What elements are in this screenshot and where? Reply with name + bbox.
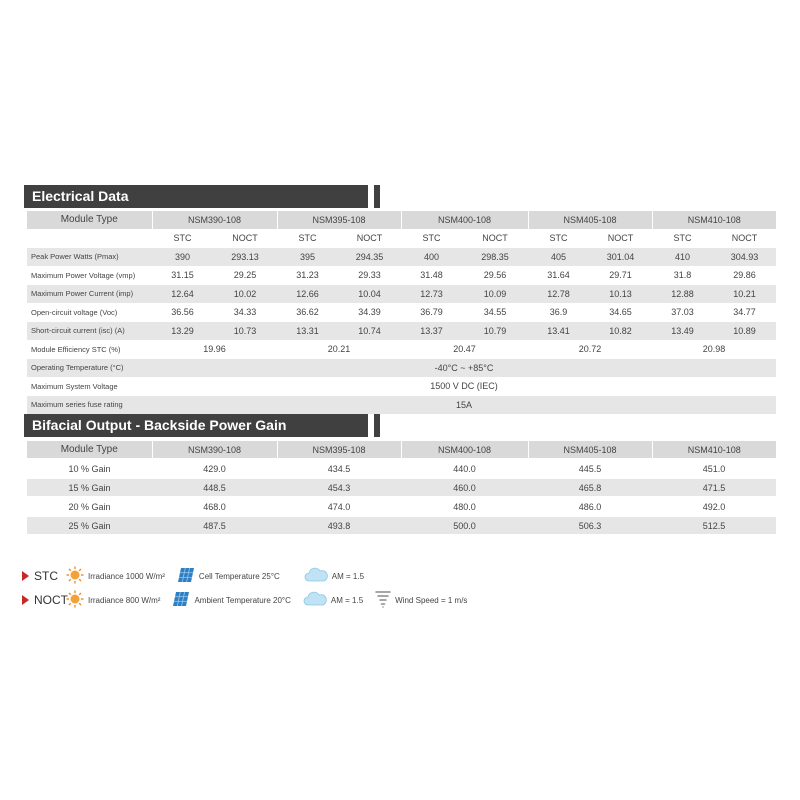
cell: 493.8 <box>277 516 401 535</box>
cell: 440.0 <box>401 459 528 478</box>
triangle-marker-icon <box>22 595 29 605</box>
cell: 10.79 <box>462 322 528 341</box>
stc-label: STC <box>152 229 213 248</box>
table-row <box>27 303 776 322</box>
cell: 454.3 <box>277 478 401 497</box>
table-row <box>27 516 776 535</box>
table-row <box>27 497 776 516</box>
cell: 506.3 <box>528 516 652 535</box>
stc-label: STC <box>652 229 713 248</box>
table-row <box>27 459 776 478</box>
noct-label: NOCT <box>713 229 776 248</box>
cell: 468.0 <box>152 497 277 516</box>
cell: 34.77 <box>713 303 776 322</box>
electrical-data-header: Electrical Data <box>24 185 368 208</box>
cell: 400 <box>401 248 462 267</box>
legend-air-mass <box>303 591 363 609</box>
model-header: NSM390-108 <box>152 441 277 459</box>
efficiency-row <box>27 340 776 359</box>
cell: 512.5 <box>652 516 776 535</box>
cell: 10.82 <box>589 322 652 341</box>
cell: 29.71 <box>589 266 652 285</box>
row-label: 25 % Gain <box>27 516 152 535</box>
bifacial-model-header-row <box>27 441 776 459</box>
row-label: 10 % Gain <box>27 459 152 478</box>
cell: 10.73 <box>213 322 277 341</box>
triangle-marker-icon <box>22 571 29 581</box>
module-type-label: Module Type <box>27 211 152 229</box>
wind-tornado-icon <box>375 590 391 610</box>
cell: 471.5 <box>652 478 776 497</box>
cell: 31.64 <box>528 266 589 285</box>
cell: 36.79 <box>401 303 462 322</box>
table-row <box>27 285 776 304</box>
cell: 31.48 <box>401 266 462 285</box>
model-header: NSM410-108 <box>652 211 776 229</box>
cell: 480.0 <box>401 497 528 516</box>
cell: 13.49 <box>652 322 713 341</box>
table-row <box>27 359 776 378</box>
electrical-model-header-row <box>27 211 776 229</box>
legend-noct <box>22 590 479 610</box>
cell: 34.39 <box>338 303 401 322</box>
legend-temperature <box>177 567 280 585</box>
stc-name: STC <box>34 569 58 583</box>
cell: 29.25 <box>213 266 277 285</box>
empty-cell <box>27 229 152 248</box>
model-header: NSM400-108 <box>401 441 528 459</box>
cell: 20.21 <box>277 340 401 359</box>
cell: 13.41 <box>528 322 589 341</box>
cell: 492.0 <box>652 497 776 516</box>
legend-irradiance <box>66 566 165 586</box>
model-header: NSM400-108 <box>401 211 528 229</box>
cell: 10.13 <box>589 285 652 304</box>
cell: 12.66 <box>277 285 338 304</box>
cell: 20.72 <box>528 340 652 359</box>
am-text: AM = 1.5 <box>331 571 365 581</box>
cell: 487.5 <box>152 516 277 535</box>
solar-panel-icon <box>177 567 195 585</box>
cell: 395 <box>277 248 338 267</box>
cell: 390 <box>152 248 213 267</box>
row-label: Module Efficiency STC (%) <box>27 340 152 359</box>
cell: 29.33 <box>338 266 401 285</box>
cell: 460.0 <box>401 478 528 497</box>
cell: 19.96 <box>152 340 277 359</box>
cell: 405 <box>528 248 589 267</box>
bifacial-output-header: Bifacial Output - Backside Power Gain <box>24 414 368 437</box>
stc-label: STC <box>401 229 462 248</box>
cell: 474.0 <box>277 497 401 516</box>
cell: 293.13 <box>213 248 277 267</box>
cell: 10.89 <box>713 322 776 341</box>
model-header: NSM405-108 <box>528 211 652 229</box>
cell: 304.93 <box>713 248 776 267</box>
row-label: Maximum System Voltage <box>27 377 152 396</box>
cell: 20.98 <box>652 340 776 359</box>
cell: 1500 V DC (IEC) <box>152 377 776 396</box>
table-row <box>27 478 776 497</box>
cell: 429.0 <box>152 459 277 478</box>
temperature-text: Ambient Temperature 20°C <box>194 595 291 605</box>
cell: 410 <box>652 248 713 267</box>
cell: 37.03 <box>652 303 713 322</box>
cell: 36.9 <box>528 303 589 322</box>
noct-label: NOCT <box>338 229 401 248</box>
model-header: NSM395-108 <box>277 441 401 459</box>
cell: 448.5 <box>152 478 277 497</box>
cell: 20.47 <box>401 340 528 359</box>
cell: 36.56 <box>152 303 213 322</box>
bifacial-output-table <box>27 441 776 536</box>
cell: 434.5 <box>277 459 401 478</box>
sun-icon <box>66 566 84 586</box>
irradiance-text: Irradiance 800 W/m² <box>88 595 161 605</box>
cell: 10.74 <box>338 322 401 341</box>
cell: 34.55 <box>462 303 528 322</box>
row-label: 15 % Gain <box>27 478 152 497</box>
electrical-data-table <box>27 211 776 415</box>
cell: 486.0 <box>528 497 652 516</box>
row-label: Short-circuit current (isc) (A) <box>27 322 152 341</box>
bifacial-header-bar <box>374 414 380 437</box>
cell: 36.62 <box>277 303 338 322</box>
sun-icon <box>66 590 84 610</box>
solar-panel-icon <box>172 591 190 609</box>
noct-label: NOCT <box>213 229 277 248</box>
cell: 12.64 <box>152 285 213 304</box>
cloud-icon <box>304 567 328 585</box>
legend-air-mass <box>304 567 364 585</box>
model-header: NSM405-108 <box>528 441 652 459</box>
cell: 13.29 <box>152 322 213 341</box>
model-header: NSM395-108 <box>277 211 401 229</box>
condition-header-row <box>27 229 776 248</box>
cell: 10.04 <box>338 285 401 304</box>
cell: 465.8 <box>528 478 652 497</box>
temperature-text: Cell Temperature 25°C <box>198 571 280 581</box>
row-label: Peak Power Watts (Pmax) <box>27 248 152 267</box>
noct-label: NOCT <box>589 229 652 248</box>
wind-text: Wind Speed = 1 m/s <box>395 595 468 605</box>
cell: 29.86 <box>713 266 776 285</box>
table-row <box>27 266 776 285</box>
cell: 10.09 <box>462 285 528 304</box>
stc-label: STC <box>528 229 589 248</box>
cell: 34.65 <box>589 303 652 322</box>
row-label: 20 % Gain <box>27 497 152 516</box>
cell: 15A <box>152 396 776 415</box>
row-label: Maximum Power Voltage (vmp) <box>27 266 152 285</box>
model-header: NSM390-108 <box>152 211 277 229</box>
cell: 298.35 <box>462 248 528 267</box>
legend-condition <box>22 593 66 607</box>
cloud-icon <box>303 591 327 609</box>
row-label: Open-circuit voltage (Voc) <box>27 303 152 322</box>
cell: 10.02 <box>213 285 277 304</box>
row-label: Operating Temperature (°C) <box>27 359 152 378</box>
table-row <box>27 396 776 415</box>
cell: 13.31 <box>277 322 338 341</box>
cell: 34.33 <box>213 303 277 322</box>
table-row <box>27 248 776 267</box>
cell: 451.0 <box>652 459 776 478</box>
legend-condition <box>22 569 66 583</box>
cell: 445.5 <box>528 459 652 478</box>
cell: 29.56 <box>462 266 528 285</box>
cell: -40°C ~ +85°C <box>152 359 776 378</box>
row-label: Maximum Power Current (imp) <box>27 285 152 304</box>
cell: 301.04 <box>589 248 652 267</box>
am-text: AM = 1.5 <box>330 595 364 605</box>
row-label: Maximum series fuse rating <box>27 396 152 415</box>
noct-label: NOCT <box>462 229 528 248</box>
legend-temperature <box>172 591 290 609</box>
electrical-header-bar <box>374 185 380 208</box>
stc-label: STC <box>277 229 338 248</box>
model-header: NSM410-108 <box>652 441 776 459</box>
noct-name: NOCT <box>34 593 68 607</box>
cell: 31.8 <box>652 266 713 285</box>
legend-stc <box>22 566 376 586</box>
irradiance-text: Irradiance 1000 W/m² <box>88 571 165 581</box>
table-row <box>27 322 776 341</box>
cell: 294.35 <box>338 248 401 267</box>
cell: 500.0 <box>401 516 528 535</box>
legend-irradiance <box>66 590 160 610</box>
cell: 31.15 <box>152 266 213 285</box>
legend-wind <box>375 590 467 610</box>
cell: 12.78 <box>528 285 589 304</box>
cell: 31.23 <box>277 266 338 285</box>
cell: 13.37 <box>401 322 462 341</box>
table-row <box>27 377 776 396</box>
module-type-label: Module Type <box>27 441 152 459</box>
cell: 12.73 <box>401 285 462 304</box>
cell: 10.21 <box>713 285 776 304</box>
cell: 12.88 <box>652 285 713 304</box>
